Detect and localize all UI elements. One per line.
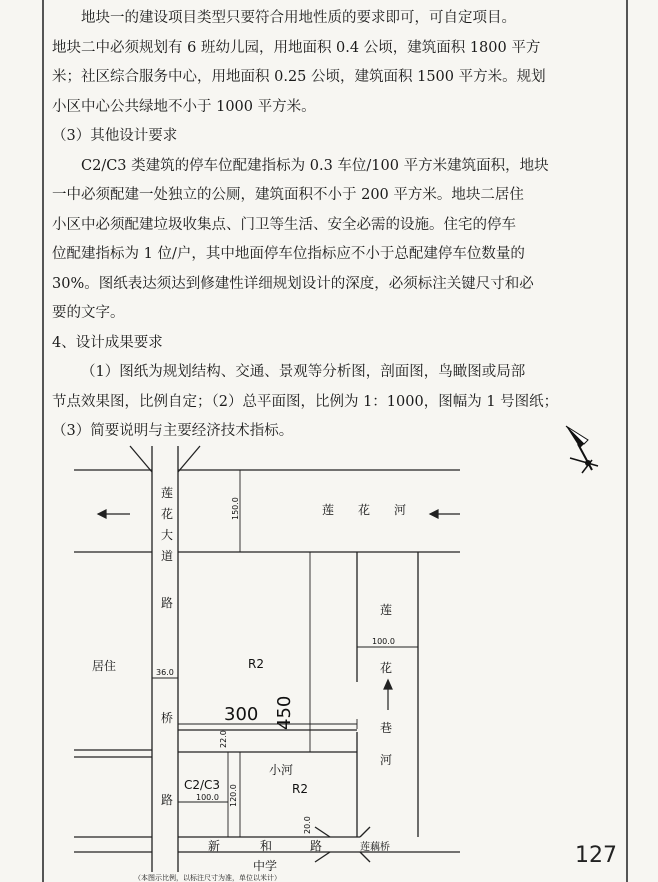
river-east-char: 巷 — [380, 721, 393, 735]
label-residential: 居住 — [92, 659, 117, 673]
section-heading-4: 4、设计成果要求 — [52, 334, 163, 351]
paragraph-line: 小区中心公共绿地不小于 1000 平方米。 — [52, 98, 316, 115]
paragraph-line: （1）图纸为规划结构、交通、景观等分析图，剖面图，鸟瞰图或局部 — [81, 364, 526, 380]
road-west-lower-char: 桥 — [161, 711, 174, 725]
section-heading-3: （3）其他设计要求 — [52, 128, 178, 144]
road-south-char: 路 — [310, 839, 323, 853]
paragraph-line: （3）简要说明与主要经济技术指标。 — [52, 423, 294, 439]
road-west-char: 花 — [161, 507, 174, 521]
paragraph-line: 30%。图纸表达须达到修建性详细规划设计的深度，必须标注关键尺寸和必 — [52, 275, 534, 292]
road-west-lower-char: 路 — [161, 596, 174, 610]
document-body — [52, 4, 622, 447]
dimension-450: 450 — [274, 695, 295, 730]
paragraph-line: 位配建指标为 1 位/户，其中地面停车位指标应不小于总配建停车位数量的 — [52, 246, 525, 262]
river-east-char: 莲 — [380, 603, 393, 617]
river-north-char: 莲 — [322, 503, 335, 517]
dimension-100-c: 100.0 — [196, 793, 219, 802]
paragraph-line: 小区中必须配建垃圾收集点、门卫等生活、安全必需的设施。住宅的停车 — [52, 216, 516, 233]
paragraph-line: 一中必须配建一处独立的公厕，建筑面积不小于 200 平方米。地块二居住 — [52, 187, 524, 203]
dimension-120: 120.0 — [229, 784, 238, 807]
map-caption: （本图示比例，以标注尺寸为准，单位以米计） — [134, 874, 281, 882]
paragraph-line: 地块一的建设项目类型只要符合用地性质的要求即可，可自定项目。 — [81, 10, 516, 26]
road-west-char: 道 — [161, 549, 174, 563]
paragraph-line: 节点效果图，比例自定；（2）总平面图，比例为 1：1000，图幅为 1 号图纸； — [52, 393, 559, 410]
north-arrow-icon — [560, 418, 610, 498]
dimension-36: 36.0 — [156, 668, 174, 677]
road-west-char: 莲 — [161, 486, 174, 500]
paragraph-line: 要的文字。 — [52, 305, 125, 321]
label-r2-upper: R2 — [248, 657, 264, 671]
label-school: 中学 — [253, 859, 278, 873]
label-r2-lower: R2 — [292, 782, 308, 796]
road-south-char: 新 — [208, 839, 221, 853]
label-small-river: 小河 — [269, 763, 294, 777]
river-north-char: 花 — [358, 503, 371, 517]
road-west-char: 大 — [161, 528, 174, 542]
right-border-line — [626, 0, 628, 882]
left-border-line — [42, 0, 44, 882]
paragraph-line: 地块二中必须规划有 6 班幼儿园，用地面积 0.4 公顷，建筑面积 1800 平方 — [52, 39, 541, 56]
dimension-300: 300 — [224, 704, 259, 725]
site-plan-map — [60, 432, 460, 882]
bridge-label: 莲藕桥 — [360, 842, 390, 853]
paragraph-line: 米；社区综合服务中心，用地面积 0.25 公顷，建筑面积 1500 平方米。规划 — [52, 69, 546, 85]
dimension-150: 150.0 — [231, 497, 240, 520]
page-number: 127 — [575, 843, 617, 868]
dimension-20: 20.0 — [303, 816, 312, 834]
dimension-22: 22.0 — [219, 730, 228, 748]
paragraph-line: C2/C3 类建筑的停车位配建指标为 0.3 车位/100 平方米建筑面积，地块 — [81, 157, 549, 174]
label-c2c3: C2/C3 — [184, 778, 221, 792]
road-west-lower-char: 路 — [161, 793, 174, 807]
river-north-char: 河 — [394, 503, 407, 517]
river-east-char: 花 — [380, 661, 393, 675]
river-east-char: 河 — [380, 753, 393, 767]
road-south-char: 和 — [260, 839, 273, 853]
dimension-100-east: 100.0 — [372, 637, 395, 646]
